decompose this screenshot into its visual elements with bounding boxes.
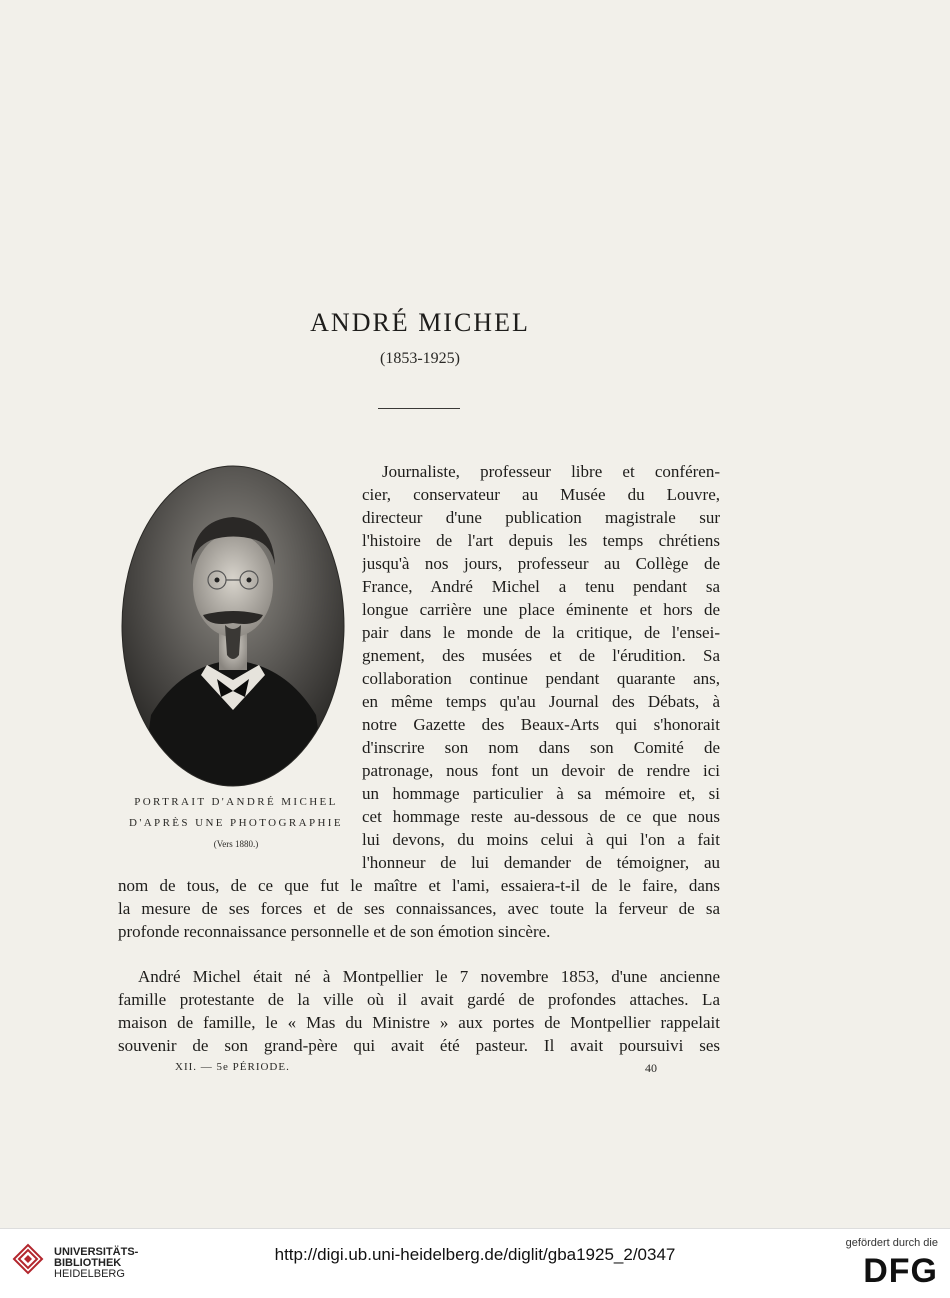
text-line: l'histoire de l'art depuis les temps chrétiens: [362, 531, 720, 550]
title-divider: [378, 408, 460, 409]
text-line: d'inscrire son nom dans son Comité de: [362, 738, 720, 757]
text-line: l'honneur de lui demander de témoigner, au: [362, 853, 720, 872]
text-line: nom de tous, de ce que fut le maître et l'ami, essaiera-t-il de le faire, dans: [118, 876, 720, 895]
text-line: patronage, nous font un devoir de rendre ici: [362, 761, 720, 780]
volume-signature: XII. — 5e PÉRIODE.: [175, 1061, 290, 1073]
text-line: souvenir de son grand-père qui avait été pasteur. Il avait poursuivi ses: [118, 1036, 720, 1055]
text-line: profonde reconnaissance personnelle et de son émotion sincère.: [118, 922, 551, 941]
article-title: ANDRÉ MICHEL: [310, 308, 530, 337]
text-line: en même temps qu'au Journal des Débats, à: [362, 692, 720, 711]
portrait-image: [121, 465, 345, 787]
text-line: directeur d'une publication magistrale sur: [362, 508, 720, 527]
text-line: cier, conservateur au Musée du Louvre,: [362, 485, 720, 504]
life-dates: (1853-1925): [380, 350, 460, 367]
text-line: longue carrière une place éminente et hors de: [362, 600, 720, 619]
library-name-line2: BIBLIOTHEK: [54, 1257, 122, 1269]
text-line: jusqu'à nos jours, professeur au Collège de: [362, 554, 720, 573]
funding-label: gefördert durch die: [845, 1237, 938, 1249]
text-line: cet hommage reste au-dessous de ce que nous: [362, 807, 720, 826]
page-number: 40: [645, 1061, 657, 1075]
text-line: pair dans le monde de la critique, de l'ensei-: [362, 623, 720, 642]
text-line: collaboration continue pendant quarante ans,: [362, 669, 720, 688]
portrait-caption-line2: D'APRÈS UNE PHOTOGRAPHIE: [128, 817, 343, 829]
library-name-line1: UNIVERSITÄTS-: [54, 1246, 139, 1258]
text-line: notre Gazette des Beaux-Arts qui s'honorait: [362, 715, 720, 734]
text-line: gnement, des musées et de l'érudition. Sa: [362, 646, 720, 665]
portrait-caption-line1: PORTRAIT D'ANDRÉ MICHEL: [134, 796, 338, 808]
portrait-caption-line3: (Vers 1880.): [213, 839, 259, 849]
text-line: France, André Michel a tenu pendant sa: [362, 577, 720, 596]
text-line: lui devons, du moins celui à qui l'on a fait: [362, 830, 720, 849]
text-line: un hommage particulier à sa mémoire et, si: [362, 784, 720, 803]
text-line: Journaliste, professeur libre et conféren-: [382, 462, 720, 481]
text-line: famille protestante de la ville où il avait gardé de profondes attaches. La: [118, 990, 720, 1009]
dfg-logo-icon: DFG: [863, 1252, 938, 1290]
portrait-photo: [121, 465, 345, 787]
library-name-line3: HEIDELBERG: [54, 1268, 125, 1280]
text-line: maison de famille, le « Mas du Ministre » aux portes de Montpellier rappelait: [118, 1013, 720, 1032]
viewer-banner: [0, 1228, 950, 1298]
permalink-url[interactable]: http://digi.ub.uni-heidelberg.de/diglit/gba1925_2/0347: [274, 1245, 676, 1264]
text-line: André Michel était né à Montpellier le 7 novembre 1853, d'une ancienne: [138, 967, 720, 986]
text-line: la mesure de ses forces et de ses connaissances, avec toute la ferveur de sa: [118, 899, 720, 918]
